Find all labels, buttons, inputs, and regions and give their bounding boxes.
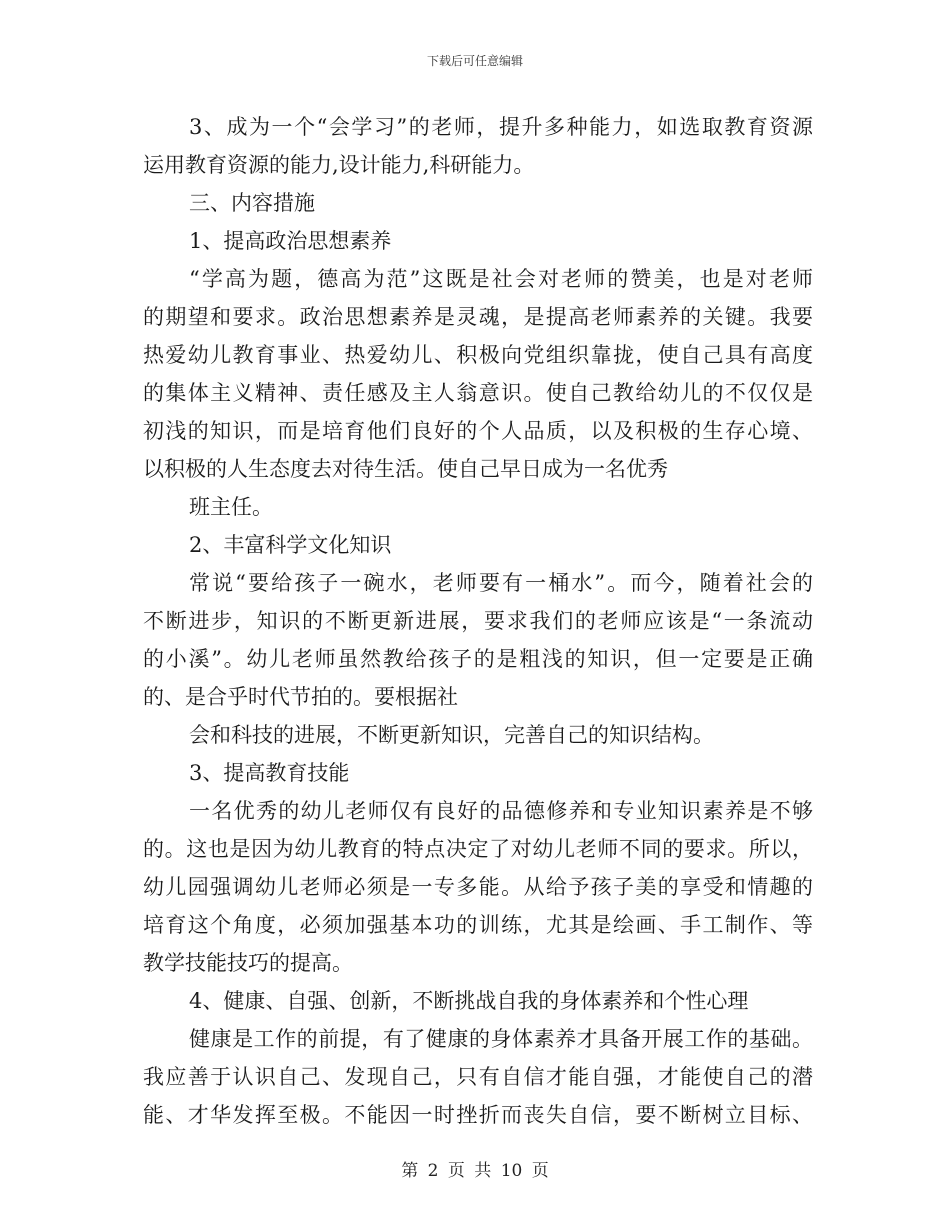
subsection-heading: 3、提高教育技能 [189, 761, 350, 785]
paragraph-line: 的集体主义精神、责任感及主人翁意识。使自己教给幼儿的不仅仅是 [143, 381, 813, 405]
paragraph-line: 我应善于认识自己、发现自己，只有自信才能自强，才能使自己的潜 [143, 1065, 813, 1089]
page-header: 下载后可任意编辑 [426, 54, 523, 68]
paragraph-line: 一名优秀的幼儿老师仅有良好的品德修养和专业知识素养是不够 [189, 799, 813, 823]
subsection-heading: 1、提高政治思想素养 [189, 229, 392, 253]
paragraph-line: 班主任。 [189, 495, 273, 519]
document-body [143, 108, 813, 1134]
paragraph-line: 不断进步，知识的不断更新进展，要求我们的老师应该是“一条流动 [143, 609, 813, 633]
paragraph-line: 热爱幼儿教育事业、热爱幼儿、积极向党组织靠拢，使自己具有高度 [143, 343, 813, 367]
page-footer: 第 2 页 共 10 页 [401, 1161, 549, 1181]
paragraph-line: 常说“要给孩子一碗水，老师要有一桶水”。而今，随着社会的 [189, 571, 813, 595]
paragraph-line: 的。这也是因为幼儿教育的特点决定了对幼儿老师不同的要求。所以， [143, 837, 813, 861]
paragraph-line: 的期望和要求。政治思想素养是灵魂，是提高老师素养的关键。我要 [143, 305, 813, 329]
paragraph-line: 能、才华发挥至极。不能因一时挫折而丧失自信，要不断树立目标、 [143, 1103, 813, 1127]
paragraph-line: 健康是工作的前提，有了健康的身体素养才具备开展工作的基础。 [189, 1027, 813, 1051]
paragraph-line: 幼儿园强调幼儿老师必须是一专多能。从给予孩子美的享受和情趣的 [143, 875, 813, 899]
paragraph-line: 运用教育资源的能力,设计能力,科研能力。 [143, 153, 535, 177]
paragraph-line: 以积极的人生态度去对待生活。使自己早日成为一名优秀 [143, 457, 668, 481]
subsection-heading: 2、丰富科学文化知识 [189, 533, 392, 557]
paragraph-line: 会和科技的进展，不断更新知识，完善自己的知识结构。 [189, 723, 714, 747]
paragraph-line: 的、是合乎时代节拍的。要根据社 [143, 685, 458, 709]
subsection-heading: 4、健康、自强、创新，不断挑战自我的身体素养和个性心理 [189, 989, 749, 1013]
section-heading: 三、内容措施 [189, 191, 315, 215]
paragraph-line: 的小溪”。幼儿老师虽然教给孩子的是粗浅的知识，但一定要是正确 [143, 647, 813, 671]
paragraph-line: 初浅的知识，而是培育他们良好的个人品质，以及积极的生存心境、 [143, 419, 813, 443]
paragraph-line: 教学技能技巧的提高。 [143, 951, 353, 975]
paragraph-line: 培育这个角度，必须加强基本功的训练，尤其是绘画、手工制作、等 [143, 913, 813, 937]
paragraph-line: 3、成为一个“会学习”的老师，提升多种能力，如选取教育资源 [189, 115, 813, 139]
paragraph-line: “学高为题，德高为范”这既是社会对老师的赞美，也是对老师 [189, 267, 813, 291]
